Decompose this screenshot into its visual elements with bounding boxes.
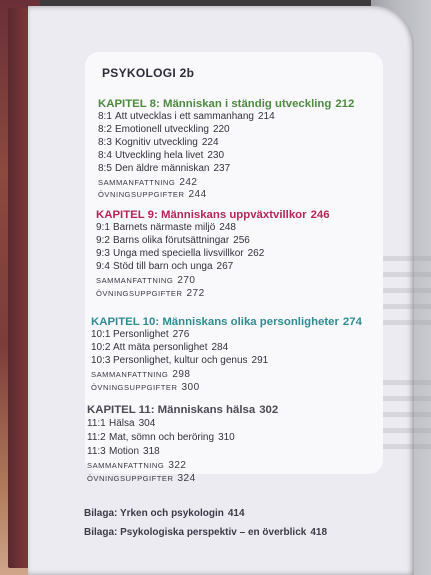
item-page: 318 bbox=[143, 446, 160, 457]
chapter-title: KAPITEL 9: Människans uppväxtvillkor bbox=[96, 209, 307, 221]
chapter-10-heading bbox=[91, 316, 362, 328]
item-title: Emotionell utveckling bbox=[115, 124, 209, 135]
chapter-title: KAPITEL 11: Människans hälsa bbox=[87, 404, 256, 416]
item-number: 9:2 bbox=[96, 235, 110, 246]
summary-label: SAMMANFATTNING bbox=[87, 461, 165, 470]
toc-item bbox=[98, 163, 230, 174]
chapter-page: 302 bbox=[259, 404, 279, 416]
chapter-page: 246 bbox=[310, 209, 330, 221]
item-page: 248 bbox=[219, 222, 236, 233]
summary-entry bbox=[98, 177, 198, 188]
item-page: 276 bbox=[172, 329, 190, 340]
exercises-page: 272 bbox=[186, 288, 205, 299]
appendix-title: Bilaga: Yrken och psykologin bbox=[84, 508, 224, 519]
item-number: 9:3 bbox=[96, 248, 110, 259]
item-title: Personlighet bbox=[113, 329, 169, 340]
toc-item bbox=[96, 222, 236, 233]
item-number: 11:1 bbox=[87, 418, 106, 429]
exercises-label: ÖVNINGSUPPGIFTER bbox=[87, 474, 174, 483]
item-page: 304 bbox=[138, 418, 156, 429]
item-page: 291 bbox=[251, 355, 269, 366]
chapter-11-heading bbox=[87, 404, 278, 416]
summary-page: 242 bbox=[179, 177, 198, 188]
toc-item bbox=[91, 355, 268, 366]
toc-item bbox=[87, 432, 235, 443]
summary-label: SAMMANFATTNING bbox=[96, 276, 174, 285]
item-page: 262 bbox=[247, 248, 265, 259]
item-title: Barnets närmaste miljö bbox=[113, 222, 216, 233]
item-number: 9:1 bbox=[96, 222, 110, 233]
toc-item bbox=[87, 418, 155, 429]
appendix-entry bbox=[84, 508, 245, 519]
item-number: 8:1 bbox=[98, 111, 112, 122]
item-number: 10:1 bbox=[91, 329, 111, 340]
toc-item bbox=[87, 446, 160, 457]
item-page: 310 bbox=[218, 432, 235, 443]
toc-item bbox=[96, 261, 233, 272]
summary-page: 298 bbox=[172, 369, 191, 380]
item-number: 10:2 bbox=[91, 342, 111, 353]
item-number: 8:5 bbox=[98, 163, 112, 174]
chapter-title: KAPITEL 10: Människans olika personligheter bbox=[91, 316, 339, 328]
item-page: 256 bbox=[233, 235, 250, 246]
exercises-entry bbox=[98, 189, 207, 200]
item-title: Unga med speciella livsvillkor bbox=[113, 248, 244, 259]
toc-item bbox=[98, 124, 230, 135]
toc-item bbox=[98, 137, 219, 148]
item-page: 220 bbox=[212, 124, 230, 135]
item-title: Motion bbox=[109, 446, 140, 457]
item-number: 9:4 bbox=[96, 261, 110, 272]
exercises-page: 244 bbox=[188, 189, 207, 200]
item-title: Den äldre människan bbox=[115, 163, 210, 174]
exercises-page: 324 bbox=[177, 473, 196, 484]
summary-entry bbox=[87, 460, 187, 471]
summary-page: 322 bbox=[168, 460, 187, 471]
exercises-label: ÖVNINGSUPPGIFTER bbox=[96, 289, 183, 298]
item-title: Personlighet, kultur och genus bbox=[113, 355, 248, 366]
item-title: Utveckling hela livet bbox=[115, 150, 204, 161]
toc-item bbox=[98, 150, 224, 161]
summary-label: SAMMANFATTNING bbox=[91, 370, 169, 379]
item-number: 8:4 bbox=[98, 150, 112, 161]
item-number: 8:3 bbox=[98, 137, 112, 148]
item-title: Hälsa bbox=[109, 418, 135, 429]
item-page: 237 bbox=[213, 163, 231, 174]
exercises-label: ÖVNINGSUPPGIFTER bbox=[91, 383, 178, 392]
item-number: 8:2 bbox=[98, 124, 112, 135]
chapter-8-heading bbox=[98, 98, 354, 110]
chapter-page: 274 bbox=[342, 316, 362, 328]
toc-item bbox=[91, 342, 228, 353]
item-title: Att mäta personlighet bbox=[113, 342, 208, 353]
toc-item bbox=[91, 329, 189, 340]
item-page: 214 bbox=[257, 111, 275, 122]
chapter-9-heading bbox=[96, 209, 330, 221]
exercises-entry bbox=[96, 288, 205, 299]
appendix-page: 414 bbox=[227, 508, 245, 519]
item-page: 267 bbox=[216, 261, 234, 272]
item-number: 11:2 bbox=[87, 432, 106, 443]
item-title: Barns olika förutsättningar bbox=[113, 235, 230, 246]
item-title: Kognitiv utveckling bbox=[115, 137, 198, 148]
toc-item bbox=[98, 111, 275, 122]
item-title: Stöd till barn och unga bbox=[113, 261, 213, 272]
exercises-page: 300 bbox=[181, 382, 200, 393]
summary-page: 270 bbox=[177, 275, 196, 286]
summary-entry bbox=[96, 275, 196, 286]
item-page: 230 bbox=[207, 150, 225, 161]
item-number: 10:3 bbox=[91, 355, 111, 366]
appendix-page: 418 bbox=[310, 527, 328, 538]
item-title: Mat, sömn och beröring bbox=[109, 432, 215, 443]
exercises-entry bbox=[87, 473, 196, 484]
appendix-title: Bilaga: Psykologiska perspektiv – en överblick bbox=[84, 527, 307, 538]
summary-entry bbox=[91, 369, 191, 380]
item-page: 284 bbox=[211, 342, 229, 353]
chapter-page: 212 bbox=[335, 98, 355, 110]
toc-item bbox=[96, 248, 264, 259]
toc-item bbox=[96, 235, 250, 246]
summary-label: SAMMANFATTNING bbox=[98, 178, 176, 187]
exercises-label: ÖVNINGSUPPGIFTER bbox=[98, 190, 185, 199]
book-title: PSYKOLOGI 2b bbox=[102, 66, 195, 80]
item-page: 224 bbox=[201, 137, 219, 148]
item-number: 11:3 bbox=[87, 446, 106, 457]
exercises-entry bbox=[91, 382, 200, 393]
appendix-entry bbox=[84, 527, 327, 538]
chapter-title: KAPITEL 8: Människan i ständig utveckling bbox=[98, 98, 332, 110]
item-title: Att utvecklas i ett sammanhang bbox=[115, 111, 254, 122]
